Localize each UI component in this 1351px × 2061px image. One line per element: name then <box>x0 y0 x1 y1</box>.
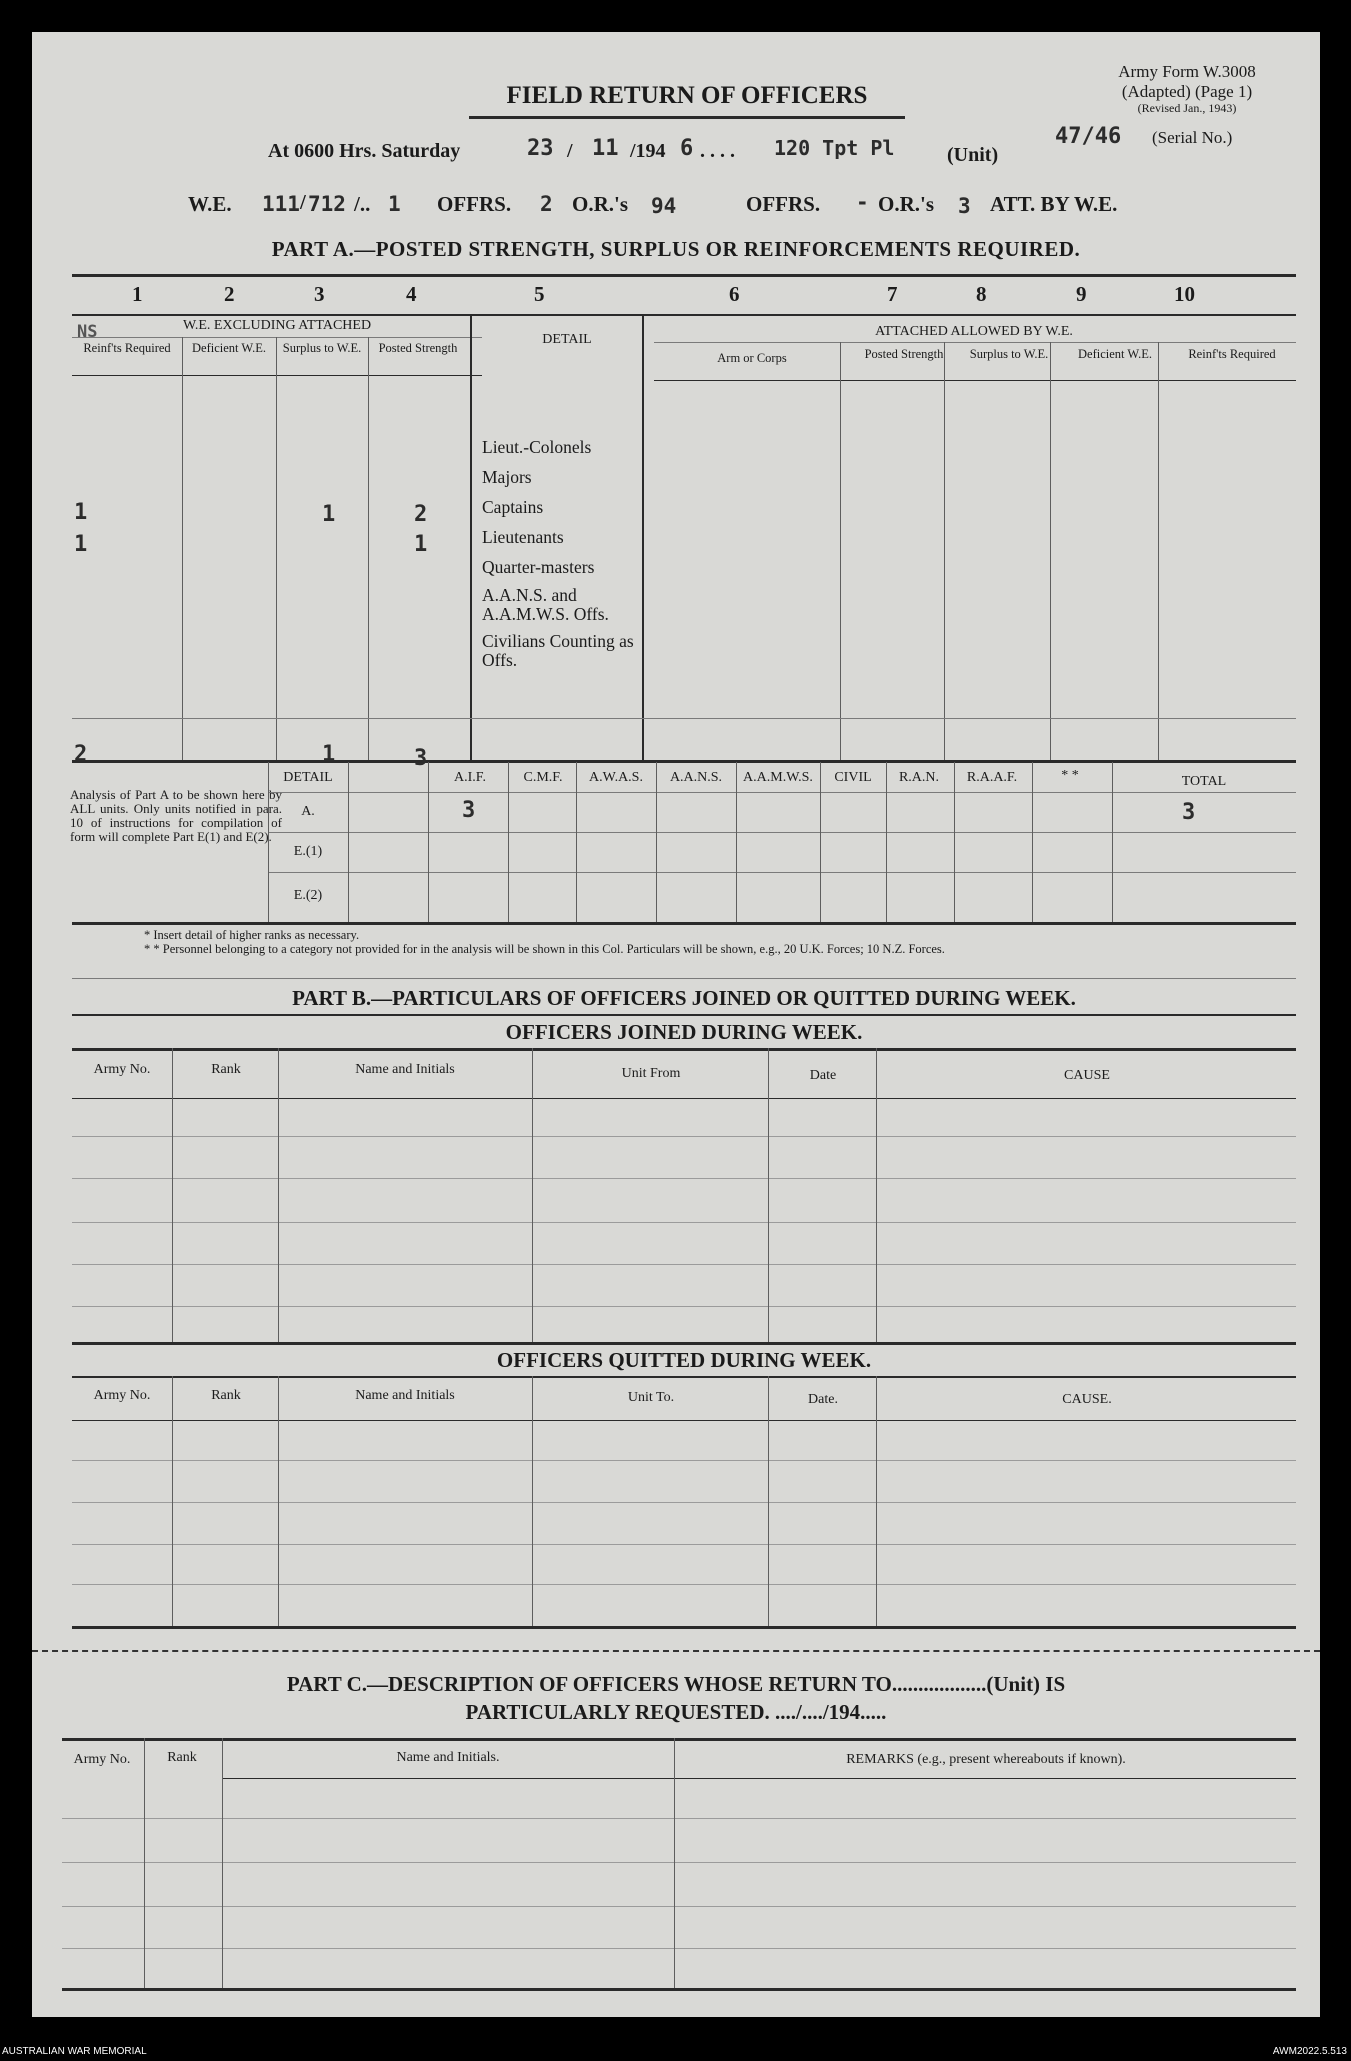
col-num-10: 10 <box>1174 282 1195 306</box>
col-num-8: 8 <box>976 282 987 306</box>
we-excluding-header: W.E. EXCLUDING ATTACHED <box>182 318 372 333</box>
col-num-1: 1 <box>132 282 143 306</box>
quitted-col-unit-to: Unit To. <box>627 1390 675 1405</box>
part-a-heading: PART A.—POSTED STRENGTH, SURPLUS OR REINFORCEMENTS REQUIRED. <box>271 237 1081 261</box>
analysis-row-e2: E.(2) <box>293 888 323 903</box>
analysis-col-other: * * <box>1061 768 1079 783</box>
col-header-att-posted: Posted Strength <box>864 347 944 361</box>
footnote-1: * Insert detail of higher ranks as necessary. <box>144 928 360 942</box>
analysis-col-aif: A.I.F. <box>454 770 486 785</box>
column-numbers <box>32 282 1320 312</box>
footnote-2: * * Personnel belonging to a category not provided for in the analysis will be shown in this Col. Particulars will be shown, e.g., 20 U.K. Forces; 10 N.Z. Forces. <box>144 942 945 956</box>
date-day: 23 <box>527 136 554 161</box>
analysis-row-e1: E.(1) <box>293 844 323 859</box>
hw-col1-lieutenants: 1 <box>74 532 88 557</box>
hw-col1-captains: 1 <box>74 500 88 525</box>
hw-col3-captains: 1 <box>322 502 336 527</box>
form-adapted: (Adapted) (Page 1) <box>1121 82 1253 101</box>
hw-total-col3: 1 <box>322 742 336 767</box>
ors-value-2: 3 <box>958 194 971 218</box>
offrs-value-2: - <box>856 190 869 214</box>
at-time-label: At 0600 Hrs. Saturday <box>268 140 461 162</box>
col-num-2: 2 <box>224 282 235 306</box>
col-header-att-surplus: Surplus to W.E. <box>969 347 1049 361</box>
analysis-col-aans: A.A.N.S. <box>669 770 723 785</box>
quitted-col-cause: CAUSE. <box>1062 1392 1112 1407</box>
analysis-col-cmf: C.M.F. <box>523 770 563 785</box>
analysis-col-civil: CIVIL <box>834 770 872 785</box>
analysis-col-total: TOTAL <box>1181 774 1227 789</box>
hw-col4-lieutenants: 1 <box>414 532 428 557</box>
col-num-5: 5 <box>534 282 545 306</box>
analysis-col-ran: R.A.N. <box>898 770 940 785</box>
cut-line <box>32 1650 1320 1652</box>
part-c-col-remarks: REMARKS (e.g., present whereabouts if known). <box>846 1752 1126 1767</box>
col-num-9: 9 <box>1076 282 1087 306</box>
date-year-suffix: 6 <box>680 136 694 161</box>
rank-lieutenants: Lieutenants <box>482 527 564 547</box>
we-label: W.E. <box>188 192 232 216</box>
part-c-col-rank: Rank <box>167 1750 197 1765</box>
date-year-prefix: /194 <box>630 140 666 162</box>
part-a-rule <box>72 274 1296 277</box>
offrs-label: OFFRS. <box>437 192 512 216</box>
serial-label: (Serial No.) <box>1152 128 1233 147</box>
quitted-col-rank: Rank <box>211 1388 241 1403</box>
hw-col4-captains: 2 <box>414 502 428 527</box>
part-c-heading-2: PARTICULARLY REQUESTED. ..../..../194..... <box>465 1700 887 1724</box>
col-header-arm-corps: Arm or Corps <box>717 351 787 365</box>
joined-col-rank: Rank <box>211 1062 241 1077</box>
analysis-row-a: A. <box>301 804 315 819</box>
detail-header: DETAIL <box>542 332 592 347</box>
analysis-col-awas: A.W.A.S. <box>589 770 643 785</box>
col-header-att-reinfts: Reinf'ts Required <box>1188 347 1276 361</box>
ranks-list <box>482 432 642 670</box>
attached-allowed-header: ATTACHED ALLOWED BY W.E. <box>875 324 1073 339</box>
hw-aif-a: 3 <box>462 798 476 823</box>
rank-aans: A.A.N.S. and A.A.M.W.S. Offs. <box>482 585 609 624</box>
rank-majors: Majors <box>482 467 532 487</box>
rank-quarter-masters: Quarter-masters <box>482 557 595 577</box>
joined-col-unit-from: Unit From <box>621 1066 681 1081</box>
joined-col-army-no: Army No. <box>93 1062 151 1077</box>
quitted-col-name: Name and Initials <box>355 1388 455 1403</box>
we-value-3: 1 <box>388 192 401 216</box>
hw-total-col1: 2 <box>74 742 88 767</box>
analysis-note: Analysis of Part A to be shown here by ALL units. Only units notified in para. 10 of instructions for compilation of form will complete Part E(1) and E(2). <box>70 787 282 844</box>
analysis-col-raaf: R.A.A.F. <box>966 770 1018 785</box>
hw-total-col4: 3 <box>414 746 428 771</box>
col-header-reinfts: Reinf'ts Required <box>83 341 171 355</box>
form-number: Army Form W.3008 <box>1118 62 1256 81</box>
joined-col-name: Name and Initials <box>355 1062 455 1077</box>
footer-credit: AUSTRALIAN WAR MEMORIAL <box>2 2046 147 2057</box>
col-num-4: 4 <box>406 282 417 306</box>
ors-label: O.R.'s <box>572 192 629 216</box>
offrs-value: 2 <box>540 192 553 216</box>
col-num-6: 6 <box>729 282 740 306</box>
offrs-label-2: OFFRS. <box>746 192 821 216</box>
hw-total-a: 3 <box>1182 800 1196 825</box>
unit-label: (Unit) <box>947 144 999 166</box>
part-b-heading: PART B.—PARTICULARS OF OFFICERS JOINED OR QUITTED DURING WEEK. <box>292 986 1076 1010</box>
part-c-heading-1: PART C.—DESCRIPTION OF OFFICERS WHOSE RETURN TO..................(Unit) IS <box>286 1672 1066 1696</box>
date-month: 11 <box>592 136 619 161</box>
ns-mark: NS <box>77 322 98 342</box>
page-title: FIELD RETURN OF OFFICERS <box>506 82 868 109</box>
part-c-col-name: Name and Initials. <box>396 1750 500 1765</box>
rank-captains: Captains <box>482 497 544 517</box>
rank-lieut-colonels: Lieut.-Colonels <box>482 437 592 457</box>
col-num-7: 7 <box>887 282 898 306</box>
form-page: Army Form W.3008 (Adapted) (Page 1) (Revised Jan., 1943) FIELD RETURN OF OFFICERS At 0600 Hrs. Saturday 23 / 11 /194 6 . . . . 120 Tpt Pl (Unit) 47/46 (Serial No.) W.E. 111 / 712 /.. 1 OFFRS. 2 O.R.'s 94 OFFRS. - O.R.'s 3 ATT. BY W.E. PART A.—POSTED STRENGTH, SURPLUS OR REINFORCEMENTS REQUIRED. 1 2 3 4 5 6 7 8 9 10 W.E. EXCLUDING ATTACHED ATTACHED ALLOWED BY W.E. NS Reinf'ts Required Deficient W.E. Surplus to W.E. Posted Strength DETAIL Arm or Corps Posted Strength Surplus to W.E. Deficient W.E. Reinf'ts Required Lieut.-Colonels Majors Captains Lieutenants Quarter-masters A.A.N.S. and A.A.M.W.S. Offs. Civilians Counting as Offs. 1 1 1 2 1 2 1 3 Analysis of Part A to be shown here by ALL units. Only units notified in para. 10 of instructions for compilation of form will complete Part E(1) and E(2). DETAIL A.I.F. C.M.F. A.W.A.S. A.A.N.S. A.A.M.W.S. CIVIL R.A.N. R.A.A.F. * * TOTAL A. E.(1) E.(2) 3 3 * Insert detail of higher ranks as necessary. * * Personnel belonging to a category not provided for in the analysis will be shown in this Col. Particulars will be shown, e.g., 20 U.K. Forces; 10 N.Z. Forces. PART B.—PARTICULARS OF OFFICERS JOINED OR QUITTED DURING WEEK. OFFICERS JOINED DURING WEEK. Army No. Rank Name and Initials Unit From Date CAUSE OFFICERS QUITTED DURING WEEK. Army No. Rank Name and Initials Unit To. Date. CAUSE. PART C.—DESCRIPTION OF OFFICERS WHOSE RETURN TO..................(Unit) IS PARTICULARLY REQUESTED. ..../..../194..... Army No. Rank Name and Initials. REMARKS (e.g., present whereabouts if known). <box>32 32 1320 2017</box>
quitted-heading: OFFICERS QUITTED DURING WEEK. <box>496 1348 872 1372</box>
part-c-col-army-no: Army No. <box>73 1752 131 1767</box>
quitted-col-army-no: Army No. <box>93 1388 151 1403</box>
col-num-3: 3 <box>314 282 325 306</box>
analysis-col-aamws: A.A.M.W.S. <box>743 770 813 785</box>
rank-civilians: Civilians Counting as Offs. <box>482 631 634 670</box>
unit-value: 120 Tpt Pl <box>774 136 895 160</box>
col-header-posted: Posted Strength <box>378 341 458 355</box>
we-value-2: 712 <box>308 192 346 216</box>
joined-col-date: Date <box>809 1068 837 1083</box>
analysis-detail-header: DETAIL <box>283 770 333 785</box>
form-number-block <box>1072 62 1302 114</box>
footer-accession: AWM2022.5.513 <box>1272 2046 1347 2057</box>
title-underline <box>469 116 905 119</box>
col-header-deficient: Deficient W.E. <box>192 341 266 355</box>
ors-value: 94 <box>651 194 677 218</box>
form-revised: (Revised Jan., 1943) <box>1137 101 1237 115</box>
col-header-att-deficient: Deficient W.E. <box>1078 347 1152 361</box>
quitted-col-date: Date. <box>808 1392 838 1407</box>
joined-col-cause: CAUSE <box>1064 1068 1110 1083</box>
we-value-1: 111 <box>262 192 300 216</box>
col-header-surplus: Surplus to W.E. <box>282 341 362 355</box>
ors-label-2: O.R.'s <box>878 192 935 216</box>
att-label: ATT. BY W.E. <box>990 192 1118 216</box>
joined-heading: OFFICERS JOINED DURING WEEK. <box>505 1020 863 1044</box>
serial-value: 47/46 <box>1055 124 1122 149</box>
